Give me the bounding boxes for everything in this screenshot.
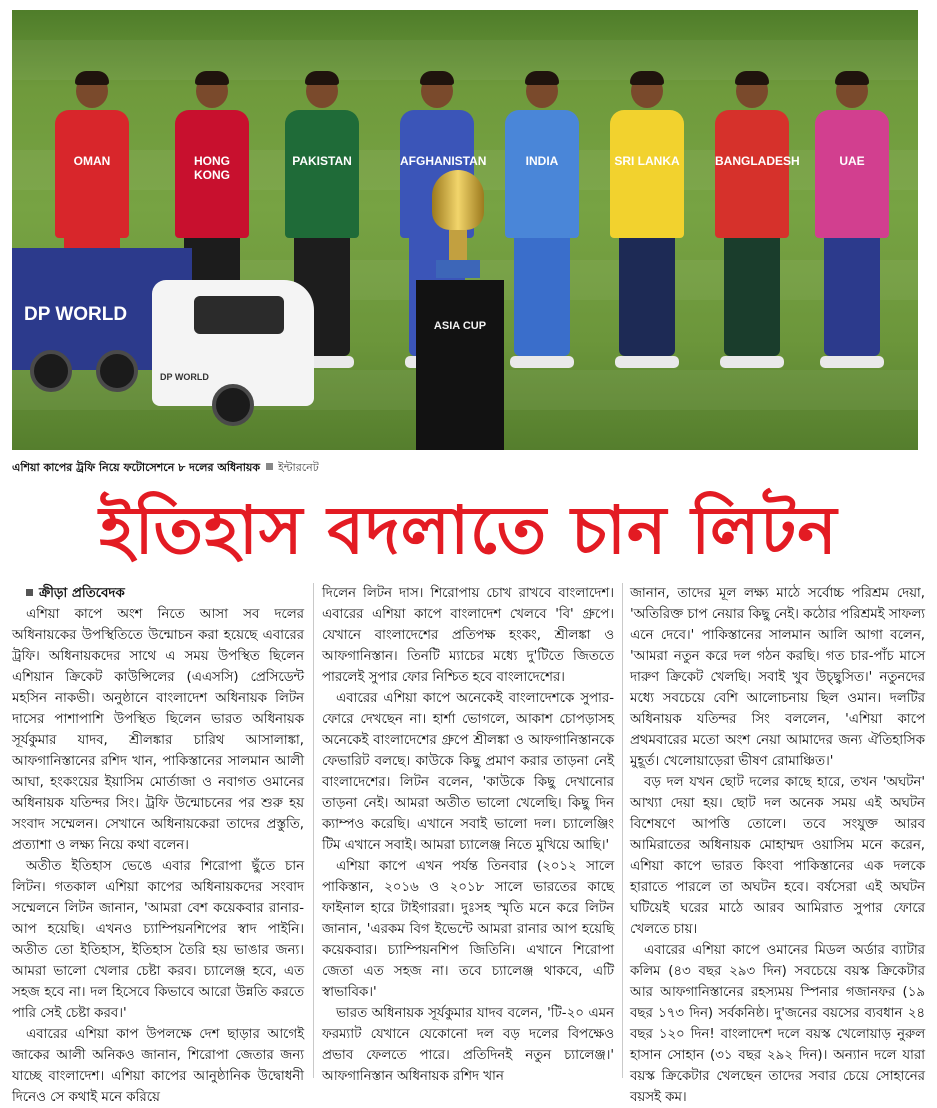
player-shoes — [615, 356, 679, 368]
jersey-team-label: OMAN — [73, 154, 111, 168]
byline-text: ক্রীড়া প্রতিবেদক — [39, 586, 125, 601]
paragraph: এশিয়া কাপে অংশ নিতে আসা সব দলের অধিনায়কের উপস্থিতিতে উন্মোচন করা হয়েছে এবারের ট্রফি। অধিনায়কদের সাথে এ সময় উপস্থিত ছিলেন এশিয়ান ক্রিকেট কাউন্সিলের (এএসসি) প্রেসিডেন্ট মহসিন নাকভী। অনুষ্ঠানে বাংলাদেশ অধিনায়ক লিটন দাসের পাশাপাশি উপস্থিত ছিলেন ভারত অধিনায়ক সূর্যকুমার যাদব, শ্রীলঙ্কার চারিথ আসালাঙ্কা, আফগানিস্তানের রশিদ খান, পাকিস্তানের সালমান আলী আঘা, হংকংয়ের ইয়াসিম মোর্তাজা ও নবাগত ওমানের অধিনায়ক যতিন্দর সিং। ট্রফি উন্মোচনের পর শুরু হয় সংবাদ সম্মেলন। সেখানে অধিনায়কেরা তাদের প্রস্তুতি, প্রত্যাশা ও লক্ষ্য নিয়ে কথা বলেন। — [12, 607, 304, 853]
article-column-1 — [12, 583, 304, 1108]
player-trousers — [824, 238, 880, 356]
player-shoes — [510, 356, 574, 368]
player-shoes — [820, 356, 884, 368]
paragraph: এবারের এশিয়া কাপে অনেকেই বাংলাদেশকে সুপার-ফোরে দেখছেন না। হার্শা ভোগলে, আকাশ চোপড়াসহ অনেকেই বাংলাদেশের গ্রুপে শ্রীলঙ্কা ও আফগানিস্তানকে ফেভারিট বলছে। কাউকে কিছু প্রমাণ করার তাড়না নেই বাংলাদেশের। লিটন বলেন, 'কাউকে কিছু দেখানোর তাড়না নেই। আমরা অতীত ভালো খেলেছি। কিছু দিন ক্যাম্পও করেছি। এখানে সবাই ভালো দল। চ্যালেঞ্জিং টিম এখানে সবাই। আমরা চ্যালেঞ্জ নিতে মুখিয়ে আছি।' — [322, 691, 614, 853]
caption-credit: ইন্টারনেট — [278, 461, 319, 474]
player-hair — [195, 71, 229, 85]
player-hair — [525, 71, 559, 85]
column-rule — [313, 583, 314, 1078]
jersey-team-label: UAE — [839, 154, 865, 168]
byline — [12, 583, 304, 604]
player-jersey — [610, 110, 684, 238]
paragraph: বড় দল যখন ছোট দলের কাছে হারে, তখন 'অঘটন' আখ্যা দেয়া হয়। ছোট দল অনেক সময় এই অঘটন বিশেষণে আপত্তি তোলে। তবে সংযুক্ত আরব আমিরাতের অধিনায়ক মোহাম্মদ ওয়াসিম মনে করেন, এশিয়া কাপে ভারত কিংবা পাকিস্তানের এক দলকে হারাতে পারলে তা অঘটন হবে। বর্ষসেরা এই অঘটন ঘটিয়েই ঘরের মাঠে আরব আমিরাত সুপার ফোরে খেলতে চায়। — [630, 775, 925, 937]
trophy-stem — [449, 230, 467, 260]
player-jersey — [285, 110, 359, 238]
caption-separator — [266, 463, 273, 470]
player-trousers — [619, 238, 675, 356]
paragraph: ভারত অধিনায়ক সূর্যকুমার যাদব বলেন, 'টি-২০ এমন ফরম্যাট যেখানে যেকোনো দল বড় দলের বিপক্ষেও প্রভাব ফেলতে পারে। প্রতিদিনই নতুন চ্যালেঞ্জ।' আফগানিস্তান অধিনায়ক রশিদ খান — [322, 1006, 614, 1084]
headline: ইতিহাস বদলাতে চান লিটন — [99, 492, 838, 569]
cab-brand: DP WORLD — [160, 372, 209, 382]
player-hair — [630, 71, 664, 85]
article-column-3 — [630, 583, 925, 1108]
jersey-team-label: HONG KONG — [194, 154, 230, 182]
asia-cup-logo: ASIA CUP — [433, 320, 487, 332]
truck-wheel — [96, 350, 138, 392]
truck-wheel — [212, 384, 254, 426]
truck-window — [194, 296, 284, 334]
player-jersey — [715, 110, 800, 238]
paragraph: দিলেন লিটন দাস। শিরোপায় চোখ রাখবে বাংলাদেশ। এবারের এশিয়া কাপে বাংলাদেশ খেলবে 'বি' গ্রুপে। যেখানে বাংলাদেশের প্রতিপক্ষ হংকং, শ্রীলঙ্কা ও আফগানিস্তান। তিনটি ম্যাচের মধ্যে দু'টিতে জিততে পারলেই সুপার ফোর নিশ্চিত হবে বাংলাদেশের। — [322, 586, 614, 685]
trophy-cup — [432, 170, 484, 230]
container-brand: DP WORLD — [24, 304, 128, 325]
truck-wheel — [30, 350, 72, 392]
asia-cup-trophy — [432, 170, 484, 282]
caption-text: এশিয়া কাপের ট্রফি নিয়ে ফটোসেশনে ৮ দলের অধিনায়ক — [12, 461, 261, 474]
jersey-team-label: BANGLADESH — [715, 154, 800, 168]
photo-caption — [12, 459, 319, 478]
paragraph: অতীত ইতিহাস ভেঙে এবার শিরোপা ছুঁতে চান লিটন। গতকাল এশিয়া কাপের অধিনায়কদের সংবাদ সম্মেলনে লিটন জানান, 'আমরা বেশ কয়েকবার রানার-আপ হয়েছি। এখনও চ্যাম্পিয়নশিপের স্বাদ পাইনি। অতীত তো ইতিহাস, ইতিহাস তৈরি হয় ভাঙার জন্য। আমরা ভালো খেলার চেষ্টা করব। চ্যালেঞ্জ হবে, এত সহজ হবে না। দল হিসেবে কিভাবে আরো উন্নতি করতে পারি সেই চেষ্টা করব।' — [12, 859, 304, 1021]
paragraph: এবারের এশিয়া কাপে ওমানের মিডল অর্ডার ব্যাটার কলিম (৪৩ বছর ২৯৩ দিন) সবচেয়ে বয়স্ক ক্রিকেটার আর আফগানিস্তানের রহস্যময় স্পিনার গজানফর (১৯ বছর ১৭৩ দিন) সর্বকনিষ্ঠ। দু'জনের বয়সের ব্যবধান ২৪ বছর ১২০ দিন! বাংলাদেশ দলে বয়স্ক খেলোয়াড় নুরুল হাসান সোহান (৩১ বছর ২৯২ দিন)। অন্যান দলে যারা বয়স্ক ক্রিকেটার খেলছেন তাদের সবার চেয়ে সোহানের বয়সই কম। — [630, 943, 925, 1105]
player-jersey — [175, 110, 249, 238]
byline-marker — [26, 589, 33, 596]
paragraph: জানান, তাদের মূল লক্ষ্য মাঠে সর্বোচ্চ পরিশ্রম দেয়া, 'অতিরিক্ত চাপ নেয়ার কিছু নেই। কঠোর পরিশ্রমই সাফল্য এনে দেবে।' পাকিস্তানের সালমান আলি আগা বলেন, 'আমরা নতুন করে দল গঠন করছি। গত চার-পাঁচ মাসে দারুণ ক্রিকেট খেলছি। সবাই খুব উচ্ছ্বসিত।' নতুনদের মধ্যে সবচেয়ে বেশি আলোচনায় ছিল ওমান। দলটির অধিনায়ক যতিন্দর সিং বললেন, 'এশিয়া কাপে প্রথমবারের মতো অংশ নেয়া আমাদের জন্য ঐতিহাসিক মুহূর্ত। খেলোয়াড়েরা ভীষণ রোমাঞ্চিত।' — [630, 586, 925, 769]
player-bangladesh — [712, 74, 800, 368]
jersey-team-label: SRI LANKA — [614, 154, 680, 168]
player-hair — [835, 71, 869, 85]
player-hair — [420, 71, 454, 85]
column-rule — [622, 583, 623, 1078]
player-jersey — [815, 110, 889, 238]
jersey-team-label: AFGHANISTAN — [400, 154, 487, 168]
player-uae — [812, 74, 892, 368]
article-photo — [12, 10, 918, 450]
article-column-2 — [322, 583, 614, 1087]
player-trousers — [724, 238, 780, 356]
player-jersey — [505, 110, 579, 238]
player-sri-lanka — [607, 74, 687, 368]
jersey-team-label: INDIA — [525, 154, 559, 168]
jersey-team-label: PAKISTAN — [292, 154, 352, 168]
player-india — [502, 74, 582, 368]
player-shoes — [720, 356, 784, 368]
player-hair — [75, 71, 109, 85]
player-trousers — [514, 238, 570, 356]
paragraph: এবারের এশিয়া কাপ উপলক্ষে দেশ ছাড়ার আগেই জাকের আলী অনিকও জানান, শিরোপা জেতার জন্য যাচ্ছে বাংলাদেশ। এশিয়া কাপের আনুষ্ঠানিক উদ্বোধনী দিনেও সে কথাই মনে করিয়ে — [12, 1027, 304, 1105]
trophy-stand — [416, 280, 504, 450]
player-hair — [305, 71, 339, 85]
paragraph: এশিয়া কাপে এখন পর্যন্ত তিনবার (২০১২ সালে পাকিস্তান, ২০১৬ ও ২০১৮ সালে ভারতের কাছে ফাইনাল হারে টাইগাররা। দুঃসহ স্মৃতি মনে করে লিটন জানান, 'এরকম বিগ ইভেন্টে আমরা রানার আপ হয়েছি কয়েকবার। চ্যাম্পিয়নশিপ জিতিনি। এখানে শিরোপা জেতা এত সহজ না। তবে চ্যালেঞ্জ থাকবে, এটি স্বাভাবিক।' — [322, 859, 614, 1000]
trophy-base — [436, 260, 480, 278]
player-hair — [735, 71, 769, 85]
player-jersey — [55, 110, 129, 238]
